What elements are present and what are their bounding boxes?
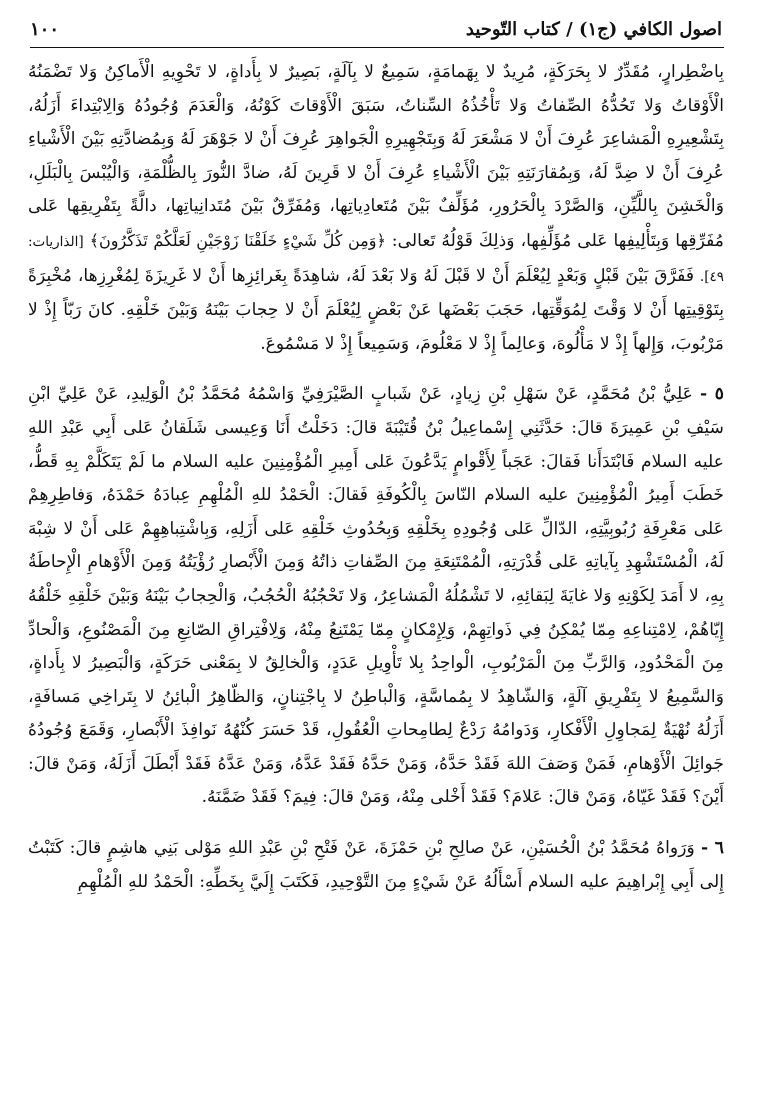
page-header [30,14,722,44]
running-title: اصول الكافي (ج١) / كتاب التّوحيد [465,18,722,40]
hadith-number: ٦ - [700,838,725,859]
paragraph-continued [28,56,724,361]
hadith-text: عَلِيُّ بْنُ مُحَمَّدٍ، عَنْ سَهْلِ بْنِ زِيادٍ، عَنْ شَبابٍ الصَّيْرَفِيِّ وَاسْمُهُ مُحَمَّدُ بْنُ الْوَلِيدِ، عَنْ عَلِيِّ ابْنِ سَيْفِ بْنِ عَمِيرَةَ قالَ: حَدَّثَنِي إِسْماعِيلُ بْنُ قُتَيْبَةَ قالَ: دَخَلْتُ أَنَا وَعِيسى شَلَقانُ عَلى أَبِي عَبْدِ اللهِ عليه السلام فَابْتَدَأَنا فَقالَ: عَجَباً لِأَقْوامٍ يَدَّعُونَ عَلى أَمِيرِ الْمُؤْمِنِينَ عليه السلام ما لَمْ يَتَكَلَّمْ بِهِ قَطُّ، خَطَبَ أَمِيرُ الْمُؤْمِنِينَ عليه السلام النّاسَ بِالْكُوفَةِ فَقالَ: الْحَمْدُ للهِ الْمُلْهِمِ عِبادَهُ حَمْدَهُ، وَفاطِرِهِمْ عَلى مَعْرِفَةِ رُبُوبِيَّتِهِ، الدّالِّ عَلى وُجُودِهِ بِخَلْقِهِ وَبِحُدُوثِ خَلْقِهِ عَلى أَزَلِهِ، وَبِاشْتِباهِهِمْ عَلى أَنْ لا شِبْهَ لَهُ، الْمُسْتَشْهِدِ بِآياتِهِ عَلى قُدْرَتِهِ، الْمُمْتَنِعَةِ مِنَ الصِّفاتِ ذاتُهُ وَمِنَ الْأَبْصارِ رُؤْيَتُهُ وَمِنَ الْأَوْهامِ الْإِحاطَةُ بِهِ، لا أَمَدَ لِكَوْنِهِ وَلا غايَةَ لِبَقائِهِ، لا تَشْمُلُهُ الْمَشاعِرُ، وَلا تَحْجُبُهُ الْحُجُبُ، وَالْحِجابُ بَيْنَهُ وَبَيْنَ خَلْقِهِ خَلْقُهُ إِيّاهُمْ، لِامْتِناعِهِ مِمّا يُمْكِنُ فِي ذَواتِهِمْ، وَلِإِمْكانٍ مِمّا يَمْتَنِعُ مِنْهُ، وَلِافْتِراقِ الصّانِعِ مِنَ الْمَصْنُوعِ، وَالْحادِّ مِنَ الْمَحْدُودِ، وَالرَّبِّ مِنَ الْمَرْبُوبِ، الْواحِدُ بِلا تَأْوِيلِ عَدَدٍ، وَالْخالِقُ لا بِمَعْنى حَرَكَةٍ، وَالْبَصِيرُ لا بِأَداةٍ، وَالسَّمِيعُ لا بِتَفْرِيقِ آلَةٍ، وَالشّاهِدُ لا بِمُماسَّةٍ، وَالْباطِنُ لا بِاجْتِنانٍ، وَالظّاهِرُ الْبائِنُ لا بِتَراخِي مَسافَةٍ، أَزَلُهُ نُهْيَةٌ لِمَجاوِلِ الْأَفْكارِ، وَدَوامُهُ رَدْعٌ لِطامِحاتِ الْعُقُولِ، قَدْ حَسَرَ كُنْهُهُ نَوافِذَ الْأَبْصارِ، وَقَمَعَ وُجُودُهُ جَوائِلَ الْأَوْهامِ، فَمَنْ وَصَفَ اللهَ فَقَدْ حَدَّهُ، وَمَنْ حَدَّهُ فَقَدْ عَدَّهُ، وَمَنْ عَدَّهُ فَقَدْ أَبْطَلَ أَزَلَهُ، وَمَنْ قالَ: أَيْنَ؟ فَقَدْ غَيّاهُ، وَمَنْ قالَ: عَلامَ؟ فَقَدْ أَخْلى مِنْهُ، وَمَنْ قالَ: فِيمَ؟ فَقَدْ ضَمَّنَهُ. [28,384,724,808]
quran-verse: ﴿وَمِن كُلِّ شَيْءٍ خَلَقْنَا زَوْجَيْنِ لَعَلَّكُمْ تَذَكَّرُونَ﴾ [89,230,386,250]
verse-citation: [الذاريات: ٤٩]. [28,233,724,285]
hadith-number: ٥ - [700,384,724,405]
hadith-6 [28,832,724,899]
paragraph-text: بِاضْطِرارٍ، مُقَدِّرٌ لا بِحَرَكَةٍ، مُرِيدٌ لا بِهَمامَةٍ، سَمِيعٌ لا بِآلَةٍ، بَصِيرٌ لا بِأَداةٍ، لا تَحْوِيهِ الْأَماكِنُ وَلا تَضْمَنُهُ الْأَوْقاتُ وَلا تَحُدُّهُ الصِّفاتُ وَلا تَأْخُذُهُ السِّناتُ، سَبَقَ الْأَوْقاتَ كَوْنُهُ، وَالْعَدَمَ وُجُودُهُ وَالِابْتِداءَ أَزَلُهُ، بِتَشْعِيرِهِ الْمَشاعِرَ عُرِفَ أَنْ لا مَشْعَرَ لَهُ وَبِتَجْهِيرِهِ الْجَواهِرَ عُرِفَ أَنْ لا جَوْهَرَ لَهُ وَبِمُضادَّتِهِ بَيْنَ الْأَشْياءِ عُرِفَ أَنْ لا ضِدَّ لَهُ، وَبِمُقارَنَتِهِ بَيْنَ الْأَشْياءِ عُرِفَ أَنْ لا قَرِينَ لَهُ، ضادَّ النُّورَ بِالظُّلْمَةِ، وَالْيُبْسَ بِالْبَلَلِ، وَالْخَشِنَ بِاللَّيِّنِ، وَالصَّرْدَ بِالْحَرُورِ، مُؤَلِّفٌ بَيْنَ مُتَعادِياتِها، وَمُفَرِّقٌ بَيْنَ مُتَدانِياتِها، دالَّةً بِتَفْرِيقِها عَلى مُفَرِّقِها وَبِتَأْلِيفِها عَلى مُؤَلِّفِها، وَذلِكَ قَوْلُهُ تَعالى: [28,62,724,251]
page-number: ١٠٠ [30,18,60,40]
paragraph-text: فَفَرَّقَ بَيْنَ قَبْلٍ وَبَعْدٍ لِيُعْلَمَ أَنْ لا قَبْلَ لَهُ وَلا بَعْدَ لَهُ، شاهِدَةً بِغَرائِزِها أَنْ لا غَرِيزَةَ لِمُغْرِزِها، مُخْبِرَةً بِتَوْقِيتِها أَنْ لا وَقْتَ لِمُوَقِّتِها، حَجَبَ بَعْضَها عَنْ بَعْضٍ لِيُعْلَمَ أَنْ لا حِجابَ بَيْنَهُ وَبَيْنَ خَلْقِهِ. كانَ رَبّاً إِذْ لا مَرْبُوبَ، وَإِلهاً إِذْ لا مَأْلُوهَ، وَعالِماً إِذْ لا مَعْلُومَ، وَسَمِيعاً إِذْ لا مَسْمُوعَ. [28,265,724,354]
hadith-5 [28,378,724,815]
hadith-text: وَرَواهُ مُحَمَّدُ بْنُ الْحُسَيْنِ، عَنْ صالِحِ بْنِ حَمْزَةَ، عَنْ فَتْحِ بْنِ عَبْدِ اللهِ مَوْلى بَنِي هاشِمٍ قالَ: كَتَبْتُ إِلى أَبِي إِبْراهِيمَ عليه السلام أَسْأَلُهُ عَنْ شَيْءٍ مِنَ التَّوْحِيدِ، فَكَتَبَ إِلَيَّ بِخَطِّهِ: الْحَمْدُ للهِ الْمُلْهِمِ [28,838,724,892]
page-body [28,56,724,1100]
header-rule [30,47,724,48]
